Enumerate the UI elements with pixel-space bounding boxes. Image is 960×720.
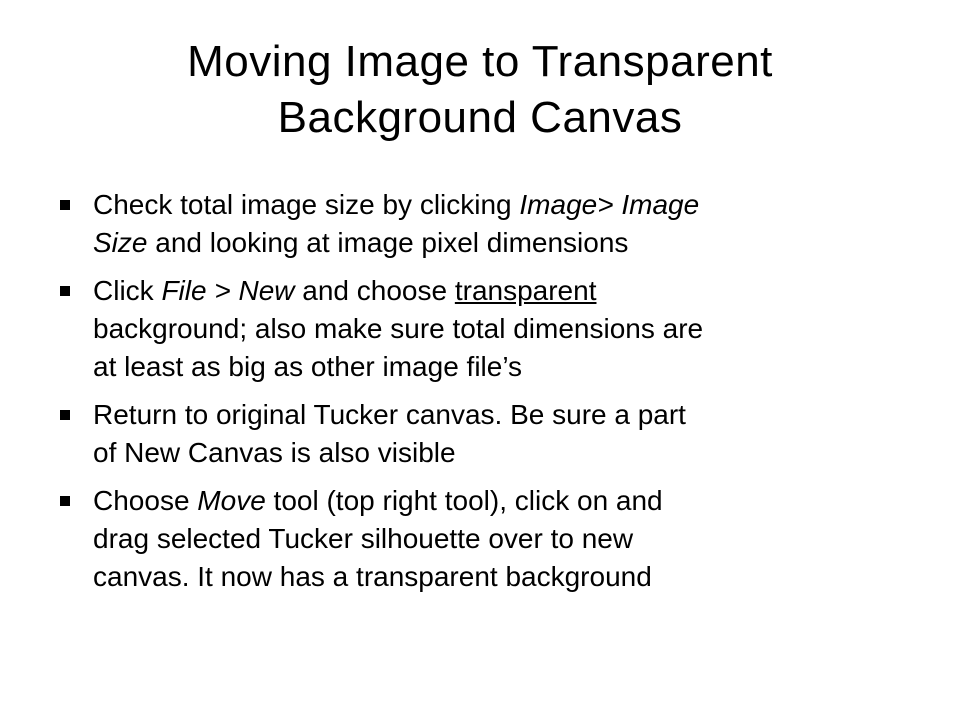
square-bullet-icon xyxy=(60,286,70,296)
bullet-text xyxy=(93,272,920,386)
slide-title-line-1: Moving Image to Transparent xyxy=(187,37,773,86)
text-run: Check total image size by clicking xyxy=(93,189,520,220)
text-run: and looking at image pixel dimensions xyxy=(147,227,629,258)
text-run: at least as big as other image file’s xyxy=(93,351,523,382)
bullet-line xyxy=(93,310,920,348)
bullet-list xyxy=(60,186,920,606)
slide-title-line-2: Background Canvas xyxy=(277,93,683,142)
bullet-line xyxy=(93,396,920,434)
bullet-item xyxy=(60,186,920,262)
italic-text: Size xyxy=(93,227,148,258)
bullet-item xyxy=(60,272,920,386)
square-bullet-icon xyxy=(60,496,70,506)
text-run: Return to original Tucker canvas. Be sure a part xyxy=(93,399,686,430)
text-run: Click xyxy=(93,275,162,306)
bullet-line xyxy=(93,272,920,310)
text-run: tool (top right tool), click on and xyxy=(265,485,663,516)
italic-text: Move xyxy=(197,485,266,516)
bullet-line xyxy=(93,186,920,224)
bullet-line xyxy=(93,482,920,520)
bullet-line xyxy=(93,558,920,596)
underlined-text: transparent xyxy=(454,275,597,306)
text-run: and choose xyxy=(294,275,455,306)
bullet-item xyxy=(60,482,920,596)
bullet-line xyxy=(93,434,920,472)
bullet-line xyxy=(93,348,920,386)
text-run: drag selected Tucker silhouette over to new xyxy=(93,523,634,554)
square-bullet-icon xyxy=(60,200,70,210)
text-run: of New Canvas is also visible xyxy=(93,437,456,468)
slide-title xyxy=(60,34,900,146)
text-run: Choose xyxy=(93,485,198,516)
bullet-item xyxy=(60,396,920,472)
text-run: background; also make sure total dimensions are xyxy=(93,313,704,344)
square-bullet-icon xyxy=(60,410,70,420)
italic-text: Image> Image xyxy=(519,189,700,220)
text-run: canvas. It now has a transparent background xyxy=(93,561,652,592)
bullet-text xyxy=(93,186,920,262)
bullet-text xyxy=(93,396,920,472)
bullet-line xyxy=(93,520,920,558)
italic-text: File > New xyxy=(161,275,295,306)
bullet-text xyxy=(93,482,920,596)
bullet-line xyxy=(93,224,920,262)
